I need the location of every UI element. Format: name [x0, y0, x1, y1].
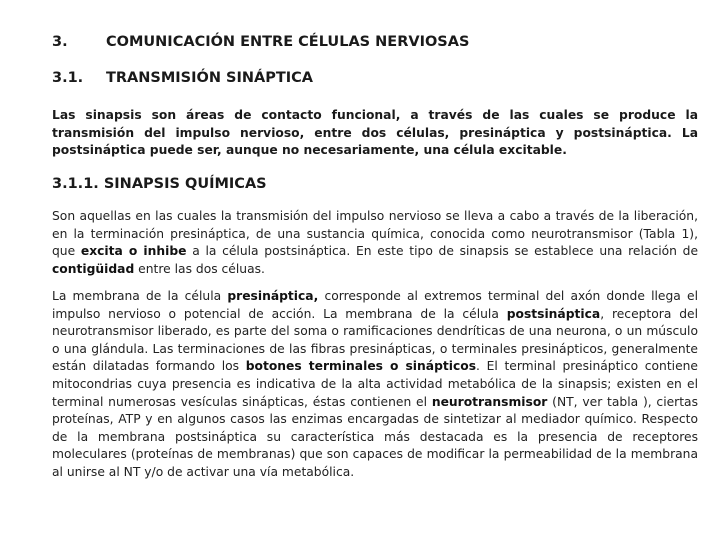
section-number: 3.	[52, 34, 68, 50]
paragraph-sinapsis-quimicas	[52, 208, 698, 278]
section-heading-3-1-1	[52, 176, 267, 192]
intro-paragraph: Las sinapsis son áreas de contacto funcional, a través de las cuales se produce la transmisión del impulso nervioso, entre dos células, presináptica y postsináptica. La postsináptica puede ser, aunque no necesariamente, una célula excitable.	[52, 108, 698, 158]
bold-term: excita o inhibe	[80, 244, 187, 259]
paragraph-text: , receptora del neurotransmisor liberado, es parte del soma o ramificaciones dendríticas de una neurona, o un músculo o una glándula. Las terminaciones de las fibras presinápticas, o terminales presinápticos, generalmente están dilatadas formando los	[52, 306, 698, 374]
paragraph-text: entre las dos céluas.	[134, 261, 265, 276]
section-heading-3	[52, 34, 469, 50]
section-title: COMUNICACIÓN ENTRE CÉLULAS NERVIOSAS	[106, 34, 470, 50]
section-title: 3.1.1. SINAPSIS QUÍMICAS	[52, 176, 267, 192]
paragraph-text: . El terminal presináptico contiene mitocondrias cuya presencia es indicativa de la alta actividad metabólica de la sinapsis; existen en el terminal numerosas vesículas sinápticas, éstas contienen el	[52, 359, 698, 409]
bold-term: contigüidad	[52, 261, 135, 276]
paragraph-text: (NT, ver tabla ), ciertas proteínas, ATP y en algunos casos las enzimas encargadas de sintetizar al mediador químico. Respecto de la membrana postsináptica su característica más destacada es la presencia de receptores moleculares (proteínas de membranas) que son capaces de modificar la permeabilidad de la membrana al unirse al NT y/o de activar una vía metabólica.	[52, 394, 698, 479]
bold-term: botones terminales o sinápticos	[245, 359, 477, 374]
paragraph-text: corresponde al extremos terminal del axón donde llega el impulso nervioso o potencial de acción. La membrana de la célula	[52, 289, 698, 321]
section-heading-3-1	[52, 70, 313, 86]
bold-term: presináptica,	[227, 289, 319, 303]
bold-term: neurotransmisor	[431, 394, 548, 409]
paragraph-text: Son aquellas en las cuales la transmisión del impulso nervioso se lleva a cabo a través de la liberación, en la terminación presináptica, de una sustancia química, conocida como neurotransmisor (Tabla 1), que	[52, 209, 698, 259]
paragraph-text: a la célula postsináptica. En este tipo de sinapsis se establece una relación de	[186, 244, 699, 259]
section-title: TRANSMISIÓN SINÁPTICA	[106, 70, 314, 86]
paragraph-text: La membrana de la célula	[52, 289, 228, 303]
section-number: 3.1.	[52, 70, 84, 86]
paragraph-membrana	[52, 288, 698, 482]
bold-term: postsináptica	[506, 306, 601, 321]
